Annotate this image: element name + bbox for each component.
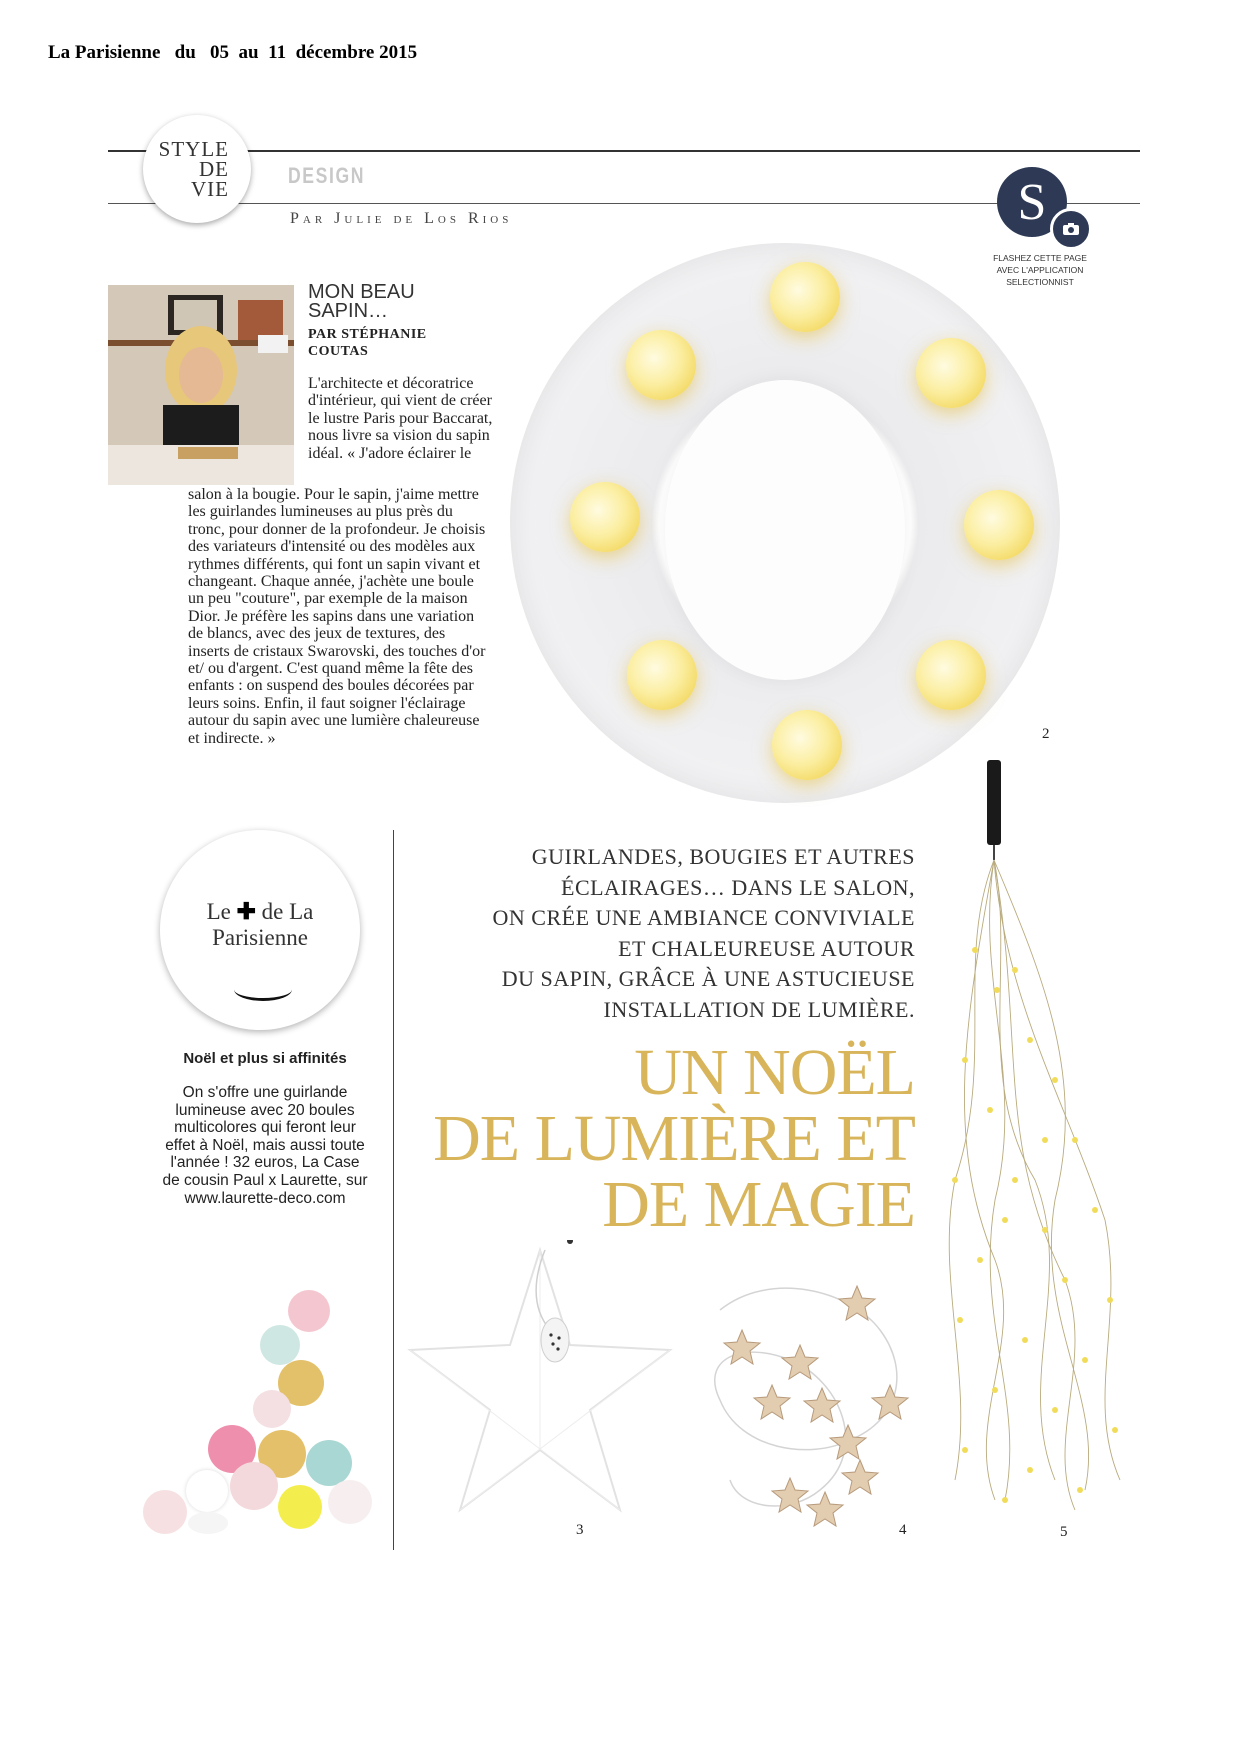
interview-body-part-2: salon à la bougie. Pour le sapin, j'aime mettre les guirlandes lumineuses au plus près du tronc, pour donner de la profondeur. Je choisis des variateurs d'intensité ou des modèles aux rythmes différents, qui font un sapin vivant et changeant. Chaque année, j'achète une boule un peu "couture", par exemple de la maison Dior. Je préfère les sapins dans une variation de blancs, avec des jeux de textures, des inserts de cristaux Swarovski, des touches d'or et/ ou d'argent. C'est quand même la fête des enfants : on suspend des boules décorées par leurs soins. Enfin, il faut soigner l'éclairage autour du sapin avec une lumière chaleureuse et indirecte. » <box>188 486 486 747</box>
bulb <box>916 338 986 408</box>
bulb <box>916 640 986 710</box>
marquee-letter-o-center <box>665 380 905 680</box>
photo-number-2: 2 <box>1042 726 1050 742</box>
badge-line-1: STYLE <box>158 137 229 161</box>
interview-title: MON BEAU SAPIN… <box>308 281 415 322</box>
star-lamp-photo <box>405 1240 675 1520</box>
smile-icon <box>234 978 292 1001</box>
headline: UN NOËL DE LUMIÈRE ET DE MAGIE <box>433 1036 915 1241</box>
badge-line-2: DE <box>199 157 229 181</box>
section-label: DESIGN <box>288 163 366 188</box>
le-plus-badge-text: Le ✚ de La Parisienne <box>206 898 314 950</box>
bulb <box>626 330 696 400</box>
sidebar-title: Noël et plus si affinités <box>183 1050 347 1067</box>
column-divider <box>393 830 394 1550</box>
masthead: La Parisienne du 05 au 11 décembre 2015 <box>48 42 418 63</box>
bulb <box>570 482 640 552</box>
byline: Par Julie de Los Rios <box>290 210 513 227</box>
under-label-rule <box>108 203 1140 204</box>
selectionnist-logo: S <box>997 167 1067 237</box>
interview-author: PAR STÉPHANIE COUTAS <box>308 327 427 359</box>
top-rule <box>108 150 1140 152</box>
photo-number-3: 3 <box>576 1522 584 1538</box>
portrait-photo <box>108 285 294 485</box>
style-de-vie-badge <box>143 115 251 223</box>
camera-icon <box>1050 208 1092 250</box>
photo-number-4: 4 <box>899 1522 907 1538</box>
bulb <box>627 640 697 710</box>
cotton-ball-garland-photo <box>138 1290 378 1535</box>
kicker: GUIRLANDES, BOUGIES ET AUTRES ÉCLAIRAGES… DANS LE SALON, ON CRÉE UNE AMBIANCE CONVIVIALE ET CHALEUREUSE AUTOUR DU SAPIN, GRÂCE À UNE ASTUCIEUSE INSTALLATION DE LUMIÈRE. <box>492 844 915 1022</box>
bulb <box>772 710 842 780</box>
scan-instruction: FLASHEZ CETTE PAGE AVEC L'APPLICATION SELECTIONNIST <box>993 253 1087 287</box>
photo-number-5: 5 <box>1060 1524 1068 1540</box>
fairy-lights-photo <box>935 760 1135 1520</box>
sidebar-body: On s'offre une guirlande lumineuse avec 20 boules multicolores qui feront leur effet à Noël, mais aussi toute l'année ! 32 euros, La Case de cousin Paul x Laurette, sur www.laurette-deco.com <box>162 1084 368 1207</box>
badge-line-3: VIE <box>191 177 229 201</box>
star-garland-photo <box>700 1280 920 1530</box>
bulb <box>964 490 1034 560</box>
plus-icon: ✚ <box>236 898 256 924</box>
interview-body-part-1: L'architecte et décoratrice d'intérieur, qui vient de créer le lustre Paris pour Baccarat, nous livre sa vision du sapin idéal. « J'adore éclairer le <box>308 375 493 462</box>
bulb <box>770 262 840 332</box>
